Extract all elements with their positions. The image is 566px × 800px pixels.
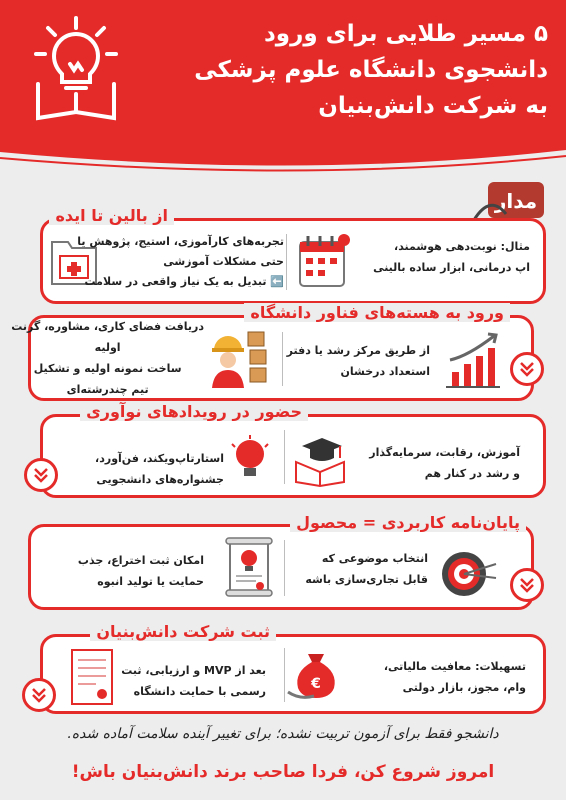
section-5-right-line: وام، مجوز، بازار دولتی xyxy=(402,681,526,694)
growth-chart-icon xyxy=(444,330,502,390)
section-4-left-line: امکان ثبت اختراع، جذب xyxy=(77,554,204,567)
section-3-title: حضور در رویدادهای نوآوری xyxy=(80,402,308,421)
section-1-left-line: تجربه‌های کارآموزی، استیج، پژوهش یا xyxy=(77,235,284,248)
section-2-left-text xyxy=(11,316,204,400)
section-1-left-line: حتی مشکلات آموزشی xyxy=(163,255,284,268)
target-icon xyxy=(438,542,500,604)
graduation-book-icon xyxy=(292,432,350,488)
section-5-left-line: بعد از MVP و ارزیابی، ثبت xyxy=(121,664,266,677)
section-5-title: ثبت شرکت دانش‌بنیان xyxy=(90,622,276,641)
chevron-down-icon xyxy=(510,352,544,386)
section-2-left-line: اولیه xyxy=(94,341,121,354)
footer-note: دانشجو فقط برای آزمون تربیت نشده؛ برای تغییر آینده سلامت آماده شده. xyxy=(67,726,499,742)
section-4-right-text xyxy=(305,548,428,590)
section-3-left-line: جشنواره‌های دانشجویی xyxy=(96,473,224,486)
section-5-left-text xyxy=(121,660,266,702)
title-line-2: دانشجوی دانشگاه علوم پزشکی xyxy=(194,57,548,83)
section-2-left-line: دریافت فضای کاری، مشاوره، گرنت xyxy=(11,320,204,333)
section-1-left-text xyxy=(77,232,284,292)
title-line-3: به شرکت دانش‌بنیان xyxy=(318,93,548,119)
section-2-divider xyxy=(282,332,283,386)
section-1-right-line: اپ درمانی، ابزار ساده بالینی xyxy=(373,261,530,274)
chevron-down-icon xyxy=(510,568,544,602)
chevron-down-icon xyxy=(22,678,56,712)
section-3-divider xyxy=(284,430,285,484)
section-4-right-line: انتخاب موضوعی که xyxy=(321,552,428,565)
lightbulb-book-icon xyxy=(28,14,124,122)
section-2-right-line: از طریق مرکز رشد یا دفتر xyxy=(286,344,430,357)
section-4-left-line: حمایت یا تولید انبوه xyxy=(97,575,204,588)
section-4-title: پایان‌نامه کاربردی = محصول xyxy=(290,513,526,532)
lightbulb-icon xyxy=(228,434,272,486)
title-line-1: ۵ مسیر طلایی برای ورود xyxy=(264,21,548,47)
section-2-left-line: تیم چندرشته‌ای xyxy=(66,383,149,396)
section-3-right-line: آموزش، رقابت، سرمایه‌گذار xyxy=(369,446,520,459)
section-3-right-text xyxy=(369,442,520,484)
section-1-left-line: ⬅️ تبدیل به یک نیاز واقعی در سلامت xyxy=(84,275,284,288)
section-2-left-line: ساخت نمونه اولیه و تشکیل xyxy=(33,362,182,375)
section-1-right-text xyxy=(373,236,530,278)
money-bag-icon xyxy=(286,642,346,702)
section-3-left-line: استارتاپ‌ویکند، فن‌آورد، xyxy=(95,452,224,465)
section-2-title: ورود به هسته‌های فناور دانشگاه xyxy=(244,303,510,322)
section-4-divider xyxy=(284,540,285,596)
section-3-right-line: و رشد در کنار هم xyxy=(424,467,520,480)
section-1-divider xyxy=(286,234,287,290)
calendar-icon xyxy=(296,232,352,290)
engineer-boxes-icon xyxy=(208,326,272,392)
patent-certificate-icon xyxy=(222,536,276,600)
footer-slogan: امروز شروع کن، فردا صاحب برند دانش‌بنیان باش! xyxy=(71,762,495,782)
svg-text:مدار: مدار xyxy=(494,189,538,213)
section-1-title: از بالین تا ایده xyxy=(49,206,174,225)
svg-text:€: € xyxy=(311,676,321,692)
page-title xyxy=(148,16,548,124)
chevron-down-icon xyxy=(24,458,58,492)
section-2-right-text xyxy=(287,340,430,382)
section-5-right-text xyxy=(384,656,526,698)
document-icon xyxy=(70,648,114,706)
header-curve xyxy=(0,128,566,178)
section-4-right-line: قابل تجاری‌سازی باشه xyxy=(305,573,428,586)
section-2-right-line: استعداد درخشان xyxy=(340,365,430,378)
section-5-right-line: تسهیلات: معافیت مالیاتی، xyxy=(383,660,526,673)
section-1-right-line: مثال: نوبت‌دهی هوشمند، xyxy=(394,240,530,253)
section-5-divider xyxy=(284,648,285,702)
section-4-left-text xyxy=(78,550,204,592)
section-3-left-text xyxy=(95,448,224,490)
section-5-left-line: رسمی با حمایت دانشگاه xyxy=(133,685,266,698)
